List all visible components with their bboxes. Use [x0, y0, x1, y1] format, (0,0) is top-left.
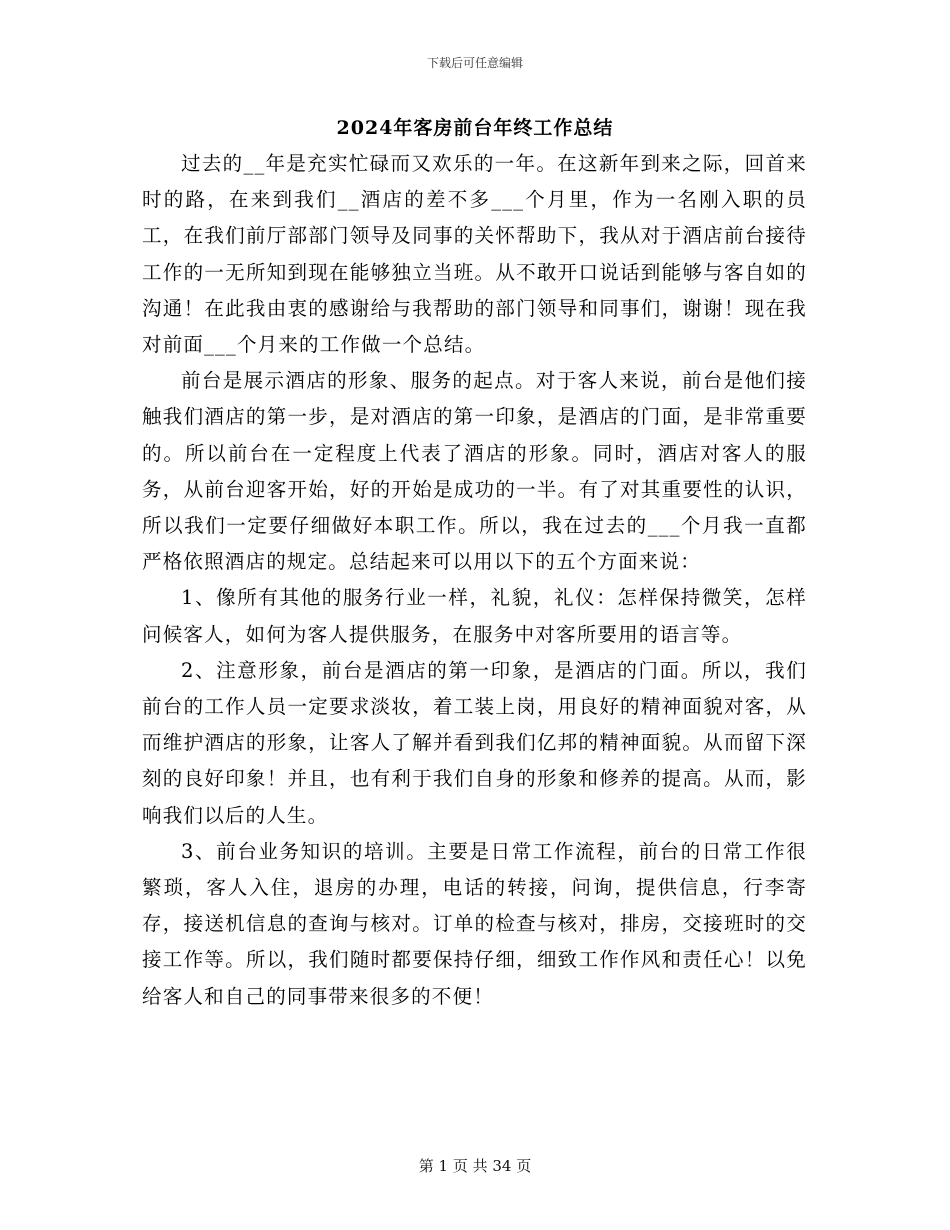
body-paragraph: 1、像所有其他的服务行业一样，礼貌，礼仪：怎样保持微笑，怎样问候客人，如何为客人提供服务，在服务中对客所要用的语言等。	[142, 586, 807, 646]
page-number: 第 1 页 共 34 页	[418, 1157, 532, 1175]
document-title: 2024年客房前台年终工作总结	[336, 117, 614, 139]
body-paragraph: 前台是展示酒店的形象、服务的起点。对于客人来说，前台是他们接触我们酒店的第一步，是对酒店的第一印象，是酒店的门面，是非常重要的。所以前台在一定程度上代表了酒店的形象。同时，酒店对客人的服务，从前台迎客开始，好的开始是成功的一半。有了对其重要性的认识，所以我们一定要仔细做好本职工作。所以，我在过去的___个月我一直都严格依照酒店的规定。总结起来可以用以下的五个方面来说：	[142, 369, 807, 574]
document-body	[142, 146, 807, 1015]
body-paragraph: 3、前台业务知识的培训。主要是日常工作流程，前台的日常工作很繁琐，客人入住，退房的办理，电话的转接，问询，提供信息，行李寄存，接送机信息的查询与核对。订单的检查与核对，排房，交接班时的交接工作等。所以，我们随时都要保持仔细，细致工作作风和责任心！以免给客人和自己的同事带来很多的不便！	[142, 839, 807, 1008]
page-header-note: 下载后可任意编辑	[426, 56, 523, 70]
body-paragraph: 过去的__年是充实忙碌而又欢乐的一年。在这新年到来之际，回首来时的路，在来到我们__酒店的差不多___个月里，作为一名刚入职的员工，在我们前厅部部门领导及同事的关怀帮助下，我从对于酒店前台接待工作的一无所知到现在能够独立当班。从不敢开口说话到能够与客自如的沟通！在此我由衷的感谢给与我帮助的部门领导和同事们，谢谢！现在我对前面___个月来的工作做一个总结。	[142, 152, 807, 357]
body-paragraph: 2、注意形象，前台是酒店的第一印象，是酒店的门面。所以，我们前台的工作人员一定要求淡妆，着工装上岗，用良好的精神面貌对客，从而维护酒店的形象，让客人了解并看到我们亿邦的精神面貌。从而留下深刻的良好印象！并且，也有利于我们自身的形象和修养的提高。从而，影响我们以后的人生。	[142, 658, 807, 827]
